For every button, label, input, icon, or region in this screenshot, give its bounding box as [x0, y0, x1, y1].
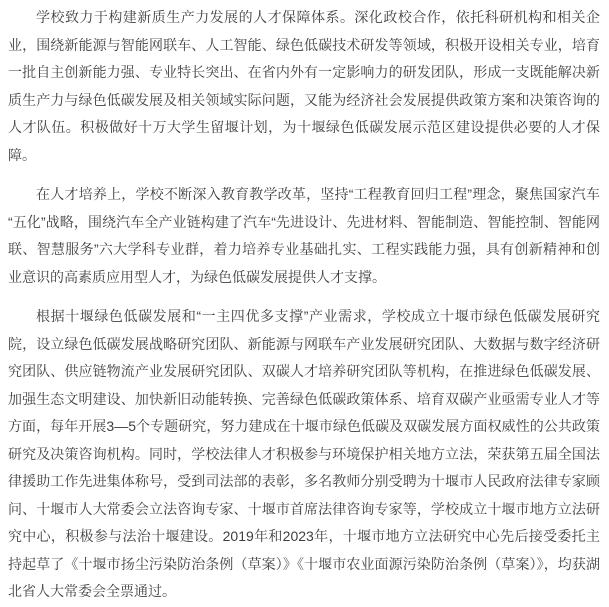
- paragraph-talent-cultivation: 在人才培养上，学校不断深入教育教学改革，坚持“工程教育回归工程”理念，聚焦国家汽车“五化”战略，围绕汽车全产业链构建了汽车“先进设计、先进材料、智能制造、智能控制、智能网联、智慧服务”六大学科专业群，着力培养专业基础扎实、工程实践能力强，具有创新精神和创业意识的高素质应用型人才，为绿色低碳发展提供人才支撑。: [8, 186, 600, 285]
- paragraph-research-and-legislation: 根据十堰绿色低碳发展和“一主四优多支撑”产业需求，学校成立十堰市绿色低碳发展研究院，设立绿色低碳发展战略研究团队、新能源与网联车产业发展研究团队、大数据与数字经济研究团队、供应链物流产业发展研究团队、双碳人才培养研究团队等机构，在推进绿色低碳发展、加强生态文明建设、加快新旧动能转换、完善绿色低碳政策体系、培育双碳产业亟需专业人才等方面，每年开展3—5个专题研究，努力建成在十堰市绿色低碳及双碳发展方面权威性的公共政策研究及决策咨询机构。同时，学校法律人才积极参与环境保护相关地方立法，荣获第五届全国法律援助工作先进集体称号，受到司法部的表彰，多名教师分别受聘为十堰市人民政府法律专家顾问、十堰市人大常委会立法咨询专家、十堰市首席法律咨询专家等，学校成立十堰市地方立法研究中心，积极参与法治十堰建设。2019年和2023年，十堰市地方立法研究中心先后接受委托主持起草了《十堰市扬尘污染防治条例（草案）》《十堰市农业面源污染防治条例（草案）》，均获湖北省人大常委会全票通过。: [8, 308, 600, 599]
- paragraph-talent-guarantee: 学校致力于构建新质生产力发展的人才保障体系。深化政校合作，依托科研机构和相关企业，围绕新能源与智能网联车、人工智能、绿色低碳技术研发等领域，积极开设相关专业，培育一批自主创新能力强、专业特长突出、在省内外有一定影响力的研发团队，形成一支既能解决新质生产力与绿色低碳发展及相关领域实际问题，又能为经济社会发展提供政策方案和决策咨询的人才队伍。积极做好十万大学生留堰计划，为十堰绿色低碳发展示范区建设提供必要的人才保障。: [8, 9, 600, 163]
